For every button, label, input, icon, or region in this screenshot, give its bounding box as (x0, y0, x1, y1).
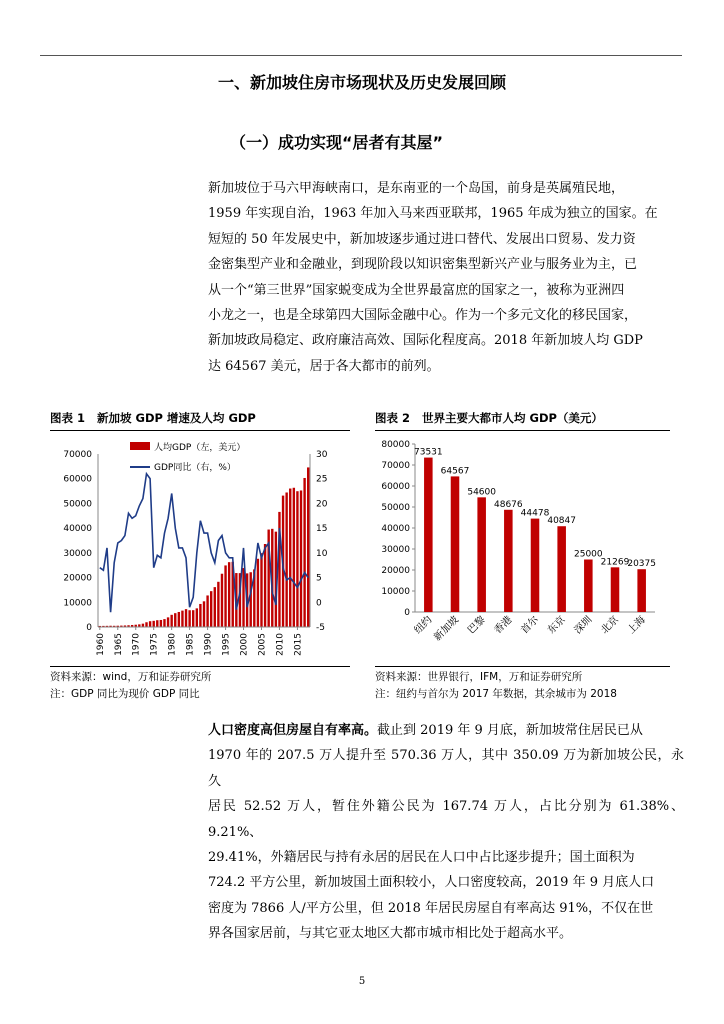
bar-value-label: 40847 (547, 516, 576, 527)
gdp-per-capita-bar (149, 621, 151, 627)
x-tick-label: 1960 (95, 633, 106, 656)
gdp-per-capita-bar (145, 622, 147, 627)
gdp-per-capita-bar (206, 595, 208, 627)
city-label: 巴黎 (465, 614, 488, 637)
gdp-per-capita-bar (250, 572, 252, 627)
city-gdp-bar (451, 476, 460, 612)
gdp-per-capita-bar (260, 553, 262, 627)
fig1-source: 资料来源：wind，万和证券研究所 (50, 671, 212, 683)
y-right-tick-label: 30 (316, 450, 328, 460)
gdp-per-capita-bar (307, 467, 309, 627)
para1-line: 新加坡政局稳定、政府廉洁高效、国际化程度高。2018 年新加坡人均 GDP (208, 333, 643, 349)
gdp-per-capita-bar (181, 611, 183, 627)
fig1-label: 图表 1 (50, 411, 86, 425)
x-tick-label: 1980 (167, 633, 178, 656)
para1-line: 短短的 50 年发展史中，新加坡逐步通过进口替代、发展出口贸易、发力资 (208, 231, 636, 247)
gdp-per-capita-bar (242, 568, 244, 627)
gdp-per-capita-bar (142, 624, 144, 627)
gdp-per-capita-bar (296, 491, 298, 627)
fig2-bottom-rule (375, 666, 670, 667)
gdp-per-capita-bar (221, 574, 223, 627)
gdp-per-capita-bar (217, 582, 219, 627)
y-right-tick-label: 20 (316, 499, 328, 510)
gdp-per-capita-bar (257, 559, 259, 627)
population-paragraph (208, 718, 684, 947)
city-gdp-bar (531, 519, 540, 612)
city-label: 东京 (545, 614, 568, 637)
city-label: 北京 (599, 614, 622, 637)
para2-line: 密度为 7866 人/平方公里，但 2018 年居民房屋自有率高达 91%，不仅在世 (208, 900, 654, 916)
gdp-per-capita-bar (214, 587, 216, 627)
bar-value-label: 44478 (520, 508, 550, 519)
city-gdp-bar (584, 560, 593, 613)
y-tick-label: 70000 (381, 461, 410, 471)
chart2-bars (414, 448, 656, 612)
fig2-top-rule (375, 430, 670, 431)
fig2-title-text: 世界主要大都市人均 GDP（美元） (422, 411, 603, 425)
y-tick-label: 0 (404, 608, 410, 618)
city-gdp-bar (611, 567, 620, 612)
bar-value-label: 73531 (414, 447, 443, 458)
para2-line: 1970 年的 207.5 万人提升至 570.36 万人，其中 350.09 万为新加坡公民，永久 (208, 748, 684, 789)
city-label: 深圳 (572, 614, 595, 637)
city-label: 香港 (492, 614, 515, 637)
gdp-per-capita-bar (170, 615, 172, 627)
fig1-note: 注：GDP 同比为现价 GDP 同比 (50, 688, 200, 700)
fig2-note: 注：纽约与首尔为 2017 年数据，其余城市为 2018 (375, 688, 617, 700)
gdp-per-capita-bar (174, 613, 176, 627)
para1-line: 从一个“第三世界”国家蜕变成为全世界最富庶的国家之一，被称为亚洲四 (208, 282, 625, 298)
gdp-per-capita-bar (152, 621, 154, 627)
para1-line: 金密集型产业和金融业，到现阶段以知识密集型新兴产业与服务业为主，已 (208, 257, 638, 273)
x-tick-label: 1985 (185, 633, 196, 656)
chart1-bars (99, 467, 310, 627)
intro-paragraph (208, 176, 684, 379)
fig1-title (50, 410, 256, 426)
para1-line: 新加坡位于马六甲海峡南口，是东南亚的一个岛国，前身是英属殖民地， (208, 181, 625, 196)
gdp-per-capita-bar (293, 488, 295, 627)
gdp-per-capita-bar (210, 591, 212, 627)
chart1-legend (130, 441, 245, 473)
city-label: 纽约 (412, 614, 435, 637)
x-tick-label: 1995 (221, 633, 232, 656)
gdp-per-capita-bar (199, 604, 201, 627)
para1-line: 小龙之一，也是全球第四大国际金融中心。作为一个多元文化的移民国家， (208, 308, 638, 324)
city-label: 新加坡 (432, 614, 462, 644)
city-gdp-bar (637, 569, 646, 612)
gdp-per-capita-bar (224, 565, 226, 627)
fig2-title (375, 410, 603, 426)
bar-value-label: 25000 (574, 549, 603, 560)
y-tick-label: 50000 (381, 503, 410, 513)
subsection-heading: （一）成功实现“居者有其屋” (230, 133, 444, 152)
y-right-tick-label: 0 (316, 598, 322, 609)
bar-value-label: 20375 (627, 559, 656, 570)
x-tick-label: 1965 (113, 633, 124, 656)
y-left-tick-label: 10000 (63, 598, 92, 609)
legend-label-line: GDP同比（右，%） (154, 463, 236, 473)
section-heading: 一、新加坡住房市场现状及历史发展回顾 (217, 73, 506, 92)
gdp-per-capita-bar (185, 609, 187, 627)
y-tick-label: 80000 (381, 440, 410, 450)
para2-lead: 人口密度高但房屋自有率高。 (208, 723, 378, 738)
y-right-tick-label: 15 (316, 524, 328, 535)
gdp-per-capita-bar (289, 489, 291, 627)
x-tick-label: 2005 (257, 633, 268, 656)
y-right-tick-label: 10 (316, 548, 328, 559)
city-label: 上海 (625, 614, 648, 637)
y-left-tick-label: 30000 (63, 548, 92, 559)
para2-line: 界各国家居前，与其它亚太地区大都市城市相比处于超高水平。 (208, 926, 573, 942)
chart1-axes (63, 450, 327, 656)
y-tick-label: 60000 (381, 482, 410, 492)
fig2-source: 资料来源：世界银行，IFM，万和证券研究所 (375, 671, 583, 683)
para2-first-line (208, 718, 684, 743)
y-tick-label: 20000 (381, 566, 410, 576)
y-left-tick-label: 50000 (63, 499, 92, 510)
legend-swatch-bar (130, 442, 150, 450)
para2-line: 29.41%，外籍居民与持有永居的居民在人口中占比逐步提升；国土面积为 (208, 850, 635, 866)
gdp-per-capita-bar (167, 617, 169, 627)
bar-value-label: 54600 (467, 487, 496, 498)
city-label: 首尔 (519, 614, 542, 637)
y-tick-label: 10000 (381, 587, 410, 597)
fig2-label: 图表 2 (375, 411, 411, 425)
y-left-tick-label: 20000 (63, 573, 92, 584)
gdp-per-capita-bar (303, 478, 305, 627)
city-gdp-bar (477, 497, 486, 612)
y-left-tick-label: 0 (86, 623, 92, 633)
bar-value-label: 21269 (600, 557, 630, 568)
legend-label-bar: 人均GDP（左，美元） (154, 443, 246, 453)
page-number: 5 (358, 976, 366, 987)
y-right-tick-label: 25 (316, 474, 328, 485)
bar-value-label: 48676 (494, 499, 523, 510)
x-tick-label: 2000 (239, 633, 250, 656)
city-gdp-bar (504, 510, 513, 612)
gdp-chart (50, 432, 350, 664)
header-rule (40, 55, 682, 56)
gdp-per-capita-bar (160, 620, 162, 627)
para2-first: 截止到 2019 年 9 月底，新加坡常住居民已从 (377, 723, 643, 738)
para1-line: 达 64567 美元，居于各大都市的前列。 (208, 358, 440, 374)
gdp-per-capita-bar (178, 612, 180, 627)
gdp-per-capita-bar (285, 492, 287, 627)
bar-value-label: 64567 (440, 466, 470, 477)
y-right-tick-label: -5 (316, 623, 325, 633)
gdp-per-capita-bar (228, 562, 230, 627)
y-left-tick-label: 40000 (63, 524, 92, 535)
gdp-per-capita-bar (264, 544, 266, 627)
x-tick-label: 1975 (149, 633, 160, 656)
gdp-per-capita-bar (156, 620, 158, 627)
y-tick-label: 30000 (381, 545, 410, 555)
y-right-tick-label: 5 (316, 573, 322, 584)
gdp-per-capita-bar (300, 490, 302, 627)
para2-line: 724.2 平方公里，新加坡国土面积较小，人口密度较高，2019 年 9 月底人口 (208, 875, 655, 891)
y-left-tick-label: 70000 (63, 450, 92, 460)
x-tick-label: 1990 (203, 633, 214, 656)
chart2-axes (381, 440, 655, 643)
gdp-per-capita-bar (188, 610, 190, 627)
city-gdp-bar (557, 526, 566, 612)
y-tick-label: 40000 (381, 524, 410, 534)
gdp-per-capita-bar (163, 619, 165, 627)
para1-line: 1959 年实现自治，1963 年加入马来西亚联邦，1965 年成为独立的国家。在 (208, 206, 658, 222)
y-left-tick-label: 60000 (63, 474, 92, 485)
gdp-per-capita-bar (192, 610, 194, 627)
city-gdp-chart (375, 432, 670, 664)
fig1-bottom-rule (50, 666, 350, 667)
x-tick-label: 1970 (131, 633, 142, 656)
x-tick-label: 2010 (275, 633, 286, 656)
x-tick-label: 2015 (293, 633, 304, 656)
gdp-per-capita-bar (196, 608, 198, 627)
para2-line: 居民 52.52 万人，暂住外籍公民为 167.74 万人，占比分别为 61.38%、9.21%、 (208, 799, 684, 840)
fig1-title-text: 新加坡 GDP 增速及人均 GDP (97, 411, 256, 425)
fig1-top-rule (50, 430, 350, 431)
city-gdp-bar (424, 458, 433, 612)
gdp-per-capita-bar (203, 601, 205, 627)
